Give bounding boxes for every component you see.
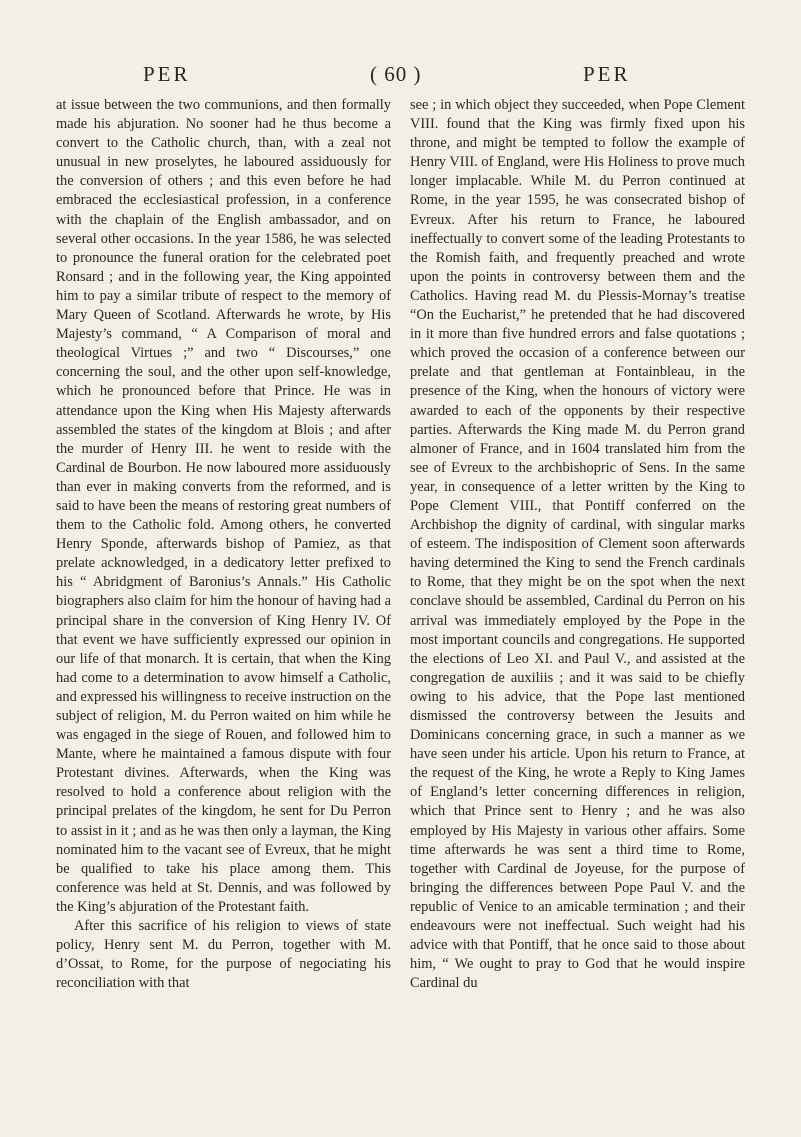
header-left-word: PER — [143, 62, 191, 86]
paragraph: at issue between the two communions, and then formally made his abjuration. No sooner had he thus become a convert to the Catholic church, than, with a zeal not unusual in new proselytes, he laboured assiduously for the conversion of others ; and this even before he had embraced the ecclesiastical profession, in a conference with the chaplain of the English ambassador, and on several other occasions. In the year 1586, he was selected to pronounce the funeral oration for the celebrated poet Ronsard ; and in the following year, the King appointed him to pay a similar tribute of respect to the memory of Mary Queen of Scotland. Afterwards he wrote, by His Majesty’s command, “ A Comparison of moral and theological Virtues ;” and two “ Discourses,” one concerning the soul, and the other upon self-knowledge, which he pronounced before that Prince. He was in attendance upon the King when His Majesty afterwards assembled the states of the kingdom at Blois ; and after the murder of Henry III. he went to reside with the Cardinal de Bourbon. He now laboured more assiduously than ever in making converts from the reformed, and is said to have been the means of restoring great numbers of them to the Catholic fold. Among others, he converted Henry Sponde, afterwards bishop of Pamiez, as that prelate acknowledged, in a dedicatory letter prefixed to his “ Abridgment of Baronius’s Annals.” His Catholic biographers also claim for him the honour of having had a principal share in the conversion of King Henry IV. Of that event we have sufficiently expressed our opinion in our life of that monarch. It is certain, that when the King had come to a determination to avow himself a Catholic, and expressed his willingness to receive instruction on the subject of religion, M. du Perron waited on him while he was engaged in the siege of Rouen, and followed him to Mante, where he maintained a famous dispute with four Protestant divines. Afterwards, when the King was resolved to hold a conference about religion with the principal prelates of the kingdom, he sent for Du Perron to assist in it ; and as he was then only a layman, the King nominated him to the vacant see of Evreux, that he might be qualified to take his place among them. This conference was held at St. Dennis, and was followed by the King’s abjuration of the Protestant faith. — [56, 97, 391, 915]
left-column — [56, 96, 391, 1126]
right-column — [410, 96, 745, 1126]
running-header — [0, 62, 801, 92]
header-right-word: PER — [583, 62, 631, 86]
paragraph: see ; in which object they succeeded, when Pope Clement VIII. found that the King was firmly fixed upon his throne, and might be tempted to follow the example of Henry VIII. of England, were His Holiness to prove much longer implacable. While M. du Perron continued at Rome, in the year 1595, he was consecrated bishop of Evreux. After his return to France, he laboured ineffectually to convert some of the leading Protestants to the Romish faith, and frequently preached and wrote upon the points in controversy between them and the Catholics. Having read M. du Plessis-Mornay’s treatise “On the Eucharist,” he pretended that he had discovered in it more than five hundred errors and false quotations ; which proved the occasion of a conference between our prelate and that gentleman at Fontainbleau, in the presence of the King, when the honours of victory were awarded to each of the opponents by their respective parties. Afterwards the King made M. du Perron grand almoner of France, and in 1604 translated him from the see of Evreux to the archbishopric of Sens. In the same year, in consequence of a letter written by the King to Pope Clement VIII., that Pontiff conferred on the Archbishop the dignity of cardinal, with singular marks of esteem. The indisposition of Clement soon afterwards having determined the King to send the French cardinals to Rome, that they might be on the spot when the next conclave should be assembled, Cardinal du Perron on his arrival was immediately employed by the Pope in the most important councils and congregations. He supported the elections of Leo XI. and Paul V., and assisted at the congregation de auxiliis ; and it was said to be chiefly owing to his advice, that the Pope last mentioned dismissed the controversy between the Jesuits and Dominicans concerning grace, in such a manner as we have seen under his article. Upon his return to France, at the request of the King, he wrote a Reply to King James of England’s letter concerning differences in religion, which that Prince sent to Henry ; and he was also employed by His Majesty in various other affairs. Some time afterwards he was sent a third time to Rome, together with Cardinal de Joyeuse, for the purpose of bringing the differences between Pope Paul V. and the republic of Venice to an amicable termination ; and their endeavours were not ineffectual. Such weight had his advice with that Pontiff, that he once said to those about him, “ We ought to pray to God that he would inspire Cardinal du — [410, 97, 745, 992]
paragraph: After this sacrifice of his religion to views of state policy, Henry sent M. du Perron, together with M. d’Ossat, to Rome, for the purpose of negociating his reconciliation with that — [56, 918, 391, 992]
page-number: ( 60 ) — [370, 62, 422, 86]
